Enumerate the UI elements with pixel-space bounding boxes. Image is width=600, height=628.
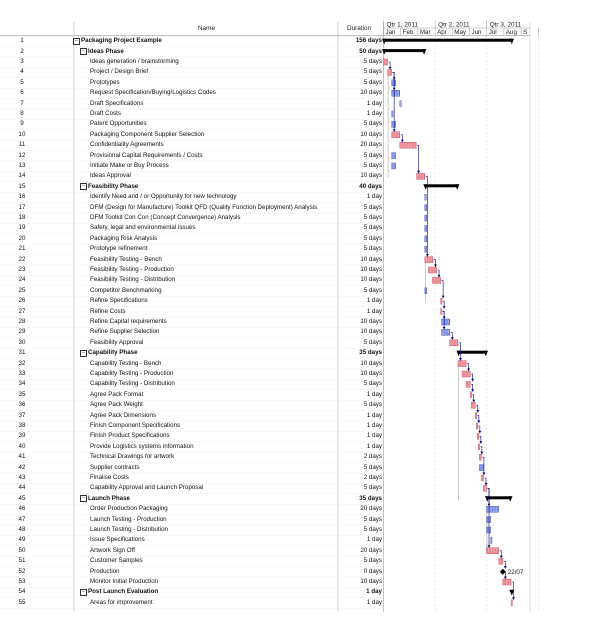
task-id: 55 — [18, 598, 26, 606]
task-duration: 5 days — [363, 58, 382, 65]
task-id: 2 — [20, 47, 24, 55]
dependency-arrow — [443, 327, 446, 330]
task-name: Technical Drawings for artwork — [90, 453, 175, 461]
task-id: 32 — [18, 359, 26, 367]
task-name: Ideas Approval — [90, 172, 131, 180]
task-id: 27 — [18, 307, 26, 315]
task-duration: 5 days — [363, 151, 382, 159]
dependency-arrow — [484, 483, 487, 486]
task-name: Ideas Phase — [88, 47, 124, 55]
task-id: 22 — [18, 255, 26, 263]
task-duration: 5 days — [363, 203, 382, 211]
task-duration: 1 day — [366, 432, 382, 440]
dependency-arrow — [476, 410, 479, 413]
task-duration: 10 days — [360, 578, 382, 585]
task-name: Feasibility Approval — [90, 338, 144, 346]
task-bar[interactable] — [470, 392, 471, 398]
task-name: Post Launch Evaluation — [88, 588, 159, 596]
task-name: Supplier contracts — [90, 463, 140, 471]
task-name: Packaging Project Example — [81, 37, 162, 45]
task-bar[interactable] — [388, 69, 392, 75]
task-duration: 5 days — [363, 401, 382, 409]
summary-bar[interactable] — [384, 49, 425, 52]
task-duration: 5 days — [363, 526, 382, 533]
dependency-arrow — [477, 421, 480, 424]
timescale-quarter: Qtr 2, 2011 — [438, 21, 470, 29]
task-name: DFM (Design for Manufacture) Toolkit QFD (Quality Function Deployment) Analysis — [90, 203, 318, 211]
task-id: 52 — [18, 567, 26, 575]
task-id: 20 — [18, 234, 26, 242]
dependency-arrow — [426, 254, 429, 257]
task-duration: 1 day — [366, 99, 382, 107]
task-duration: 50 days — [359, 47, 382, 55]
task-id: 16 — [18, 193, 26, 201]
task-name: Launch Testing - Production — [90, 515, 167, 523]
dependency-arrow — [393, 129, 396, 132]
task-duration: 10 days — [360, 318, 382, 325]
task-duration: 5 days — [363, 245, 382, 253]
task-id: 17 — [18, 203, 26, 211]
task-duration: 20 days — [360, 141, 382, 149]
task-id: 43 — [18, 474, 26, 481]
task-id: 21 — [18, 245, 26, 253]
task-id: 3 — [20, 58, 24, 65]
task-duration: 156 days — [355, 37, 382, 45]
task-duration: 1 day — [366, 422, 382, 429]
task-name: Feasibility Testing - Bench — [90, 255, 162, 263]
task-duration: 2 days — [363, 474, 382, 481]
task-name: Agree Pack Weight — [90, 401, 143, 409]
task-name: Confidentiality Agreements — [90, 141, 164, 149]
task-id: 25 — [18, 286, 26, 294]
task-bar[interactable] — [425, 215, 427, 221]
task-duration: 10 days — [360, 370, 382, 377]
task-id: 30 — [18, 338, 26, 346]
task-name: Safety, legal and environmental issues — [90, 224, 196, 232]
dependency-arrow — [504, 566, 507, 569]
task-name: Refine Capital requirements — [90, 318, 167, 325]
task-id: 50 — [18, 546, 26, 554]
task-id: 11 — [18, 141, 26, 149]
dependency-arrow — [401, 140, 404, 143]
task-bar[interactable] — [425, 246, 427, 252]
timescale-month: Aug — [505, 29, 517, 36]
dependency-arrow — [482, 473, 485, 476]
task-name: Finish Component Specifications — [90, 422, 181, 429]
task-duration: 20 days — [360, 505, 382, 513]
task-name: Capability Testing - Production — [90, 370, 174, 377]
task-name: Production — [90, 567, 120, 575]
task-bar[interactable] — [479, 454, 481, 460]
task-bar[interactable] — [481, 475, 483, 481]
task-id: 47 — [18, 515, 26, 523]
dependency-link — [417, 145, 419, 173]
task-name: Agree Pack Format — [90, 390, 144, 398]
task-bar[interactable] — [425, 225, 427, 231]
task-name: Order Production Packaging — [90, 505, 168, 513]
column-header-duration[interactable]: Duration — [347, 25, 372, 32]
task-name: Provide Logistics systems information — [90, 442, 194, 450]
dependency-arrow — [417, 171, 420, 174]
dependency-arrow — [479, 441, 482, 444]
task-name: Artwork Sign Off — [90, 546, 135, 554]
task-duration: 10 days — [360, 255, 382, 263]
task-id: 37 — [18, 411, 26, 419]
task-name: Monitor Initial Production — [90, 578, 159, 585]
dependency-arrow — [472, 400, 475, 403]
summary-bar[interactable] — [384, 39, 513, 42]
task-id: 5 — [20, 78, 24, 86]
task-name: Competitor Benchmarking — [90, 286, 162, 294]
task-name: Finalise Costs — [90, 474, 129, 481]
task-name: Feasibility Phase — [88, 182, 139, 190]
dependency-link — [442, 280, 444, 298]
task-name: Refine Supplier Selection — [90, 328, 160, 336]
task-name: DFM Toolkit Con Con (Concept Convergence) Analysis — [90, 214, 241, 221]
task-name: Feasibility Testing - Production — [90, 266, 174, 273]
task-id: 38 — [18, 422, 26, 429]
task-id: 26 — [18, 297, 26, 305]
task-duration: 5 days — [363, 484, 382, 492]
task-id: 39 — [18, 432, 26, 440]
task-duration: 1 day — [366, 411, 382, 419]
task-bar[interactable] — [466, 381, 470, 387]
task-duration: 10 days — [360, 359, 382, 367]
dependency-arrow — [467, 369, 470, 372]
task-name: Packaging Component Supplier Selection — [90, 130, 205, 138]
dependency-arrow — [504, 577, 507, 580]
task-duration: 10 days — [360, 89, 382, 97]
task-id: 1 — [20, 37, 24, 45]
task-id: 44 — [18, 484, 26, 492]
task-id: 12 — [18, 151, 26, 159]
task-bar[interactable] — [479, 465, 483, 471]
timescale-month: Jan — [385, 29, 396, 36]
task-duration: 35 days — [359, 349, 382, 357]
timescale-month: Feb — [402, 29, 414, 36]
task-name: Capability Phase — [88, 349, 138, 357]
collapse-toggle-icon[interactable]: − — [80, 350, 87, 357]
task-name: Ideas generation / brainstorming — [90, 58, 179, 65]
task-id: 31 — [18, 349, 26, 357]
task-bar[interactable] — [392, 163, 396, 169]
task-name: Draft Specifications — [90, 99, 144, 107]
task-duration: 5 days — [363, 463, 382, 471]
task-name: Packaging Risk Analysis — [90, 234, 158, 242]
task-bar[interactable] — [441, 298, 442, 304]
task-id: 23 — [18, 266, 26, 273]
task-duration: 0 days — [363, 567, 382, 575]
task-bar[interactable] — [425, 205, 427, 211]
task-name: Refine Specifications — [90, 297, 148, 305]
task-bar[interactable] — [478, 444, 479, 450]
task-duration: 1 day — [366, 598, 382, 606]
task-duration: 5 days — [363, 120, 382, 128]
task-name: Customer Samples — [90, 557, 143, 565]
task-name: Capability Testing - Distribution — [90, 380, 175, 388]
task-duration: 1 day — [366, 110, 382, 117]
task-name: Issue Specifications — [90, 536, 145, 544]
dependency-arrow — [443, 306, 446, 309]
task-id: 35 — [18, 390, 26, 398]
task-id: 10 — [18, 130, 26, 138]
task-id: 14 — [18, 172, 26, 180]
task-name: Prototype refinement — [90, 245, 148, 253]
timescale-quarter: Qtr 3, 2011 — [489, 21, 522, 29]
task-id: 29 — [18, 328, 26, 336]
task-bar[interactable] — [483, 485, 486, 491]
task-name: Project / Design Brief — [90, 68, 149, 76]
task-bar[interactable] — [392, 153, 396, 159]
timescale-month: Jul — [488, 29, 497, 36]
timescale-month: S — [523, 29, 528, 36]
dependency-arrow — [434, 265, 437, 268]
dependency-arrow — [512, 597, 515, 600]
dependency-arrow — [438, 275, 441, 278]
dependency-arrow — [389, 67, 392, 70]
task-id: 4 — [20, 68, 24, 76]
task-duration: 5 days — [363, 68, 382, 76]
task-name: Draft Costs — [90, 110, 121, 117]
task-name: Areas for improvement — [90, 598, 153, 606]
timescale-month: Apr — [437, 29, 447, 36]
task-id: 53 — [18, 578, 26, 585]
collapse-toggle-icon[interactable]: − — [73, 38, 80, 45]
dependency-arrow — [488, 545, 491, 548]
task-duration: 5 days — [363, 224, 382, 232]
task-name: Refine Costs — [90, 307, 126, 315]
milestone-label: 22/07 — [507, 568, 524, 576]
collapse-toggle-icon[interactable]: − — [80, 495, 87, 502]
task-duration: 5 days — [363, 234, 382, 242]
task-duration: 40 days — [359, 182, 382, 190]
task-id: 33 — [18, 370, 26, 377]
task-name: Identify Need and / or Opportunity for new technology — [90, 193, 237, 201]
task-duration: 1 day — [366, 588, 382, 596]
timescale-month: Jun — [471, 29, 482, 36]
task-name: Patent Opportunities — [90, 120, 147, 128]
collapse-toggle-icon[interactable]: − — [80, 48, 87, 55]
task-id: 6 — [20, 89, 24, 97]
task-name: Launch Testing - Distribution — [90, 526, 168, 533]
collapse-toggle-icon[interactable]: − — [80, 589, 87, 596]
task-bar[interactable] — [392, 121, 396, 127]
task-name: Feasibility Testing - Distribution — [90, 276, 176, 284]
task-id: 24 — [18, 276, 26, 284]
summary-bar[interactable] — [425, 184, 458, 187]
task-name: Provisional Capital Requirements / Costs — [90, 151, 203, 159]
task-duration: 1 day — [366, 297, 382, 305]
task-id: 36 — [18, 401, 26, 409]
task-duration: 10 days — [360, 172, 382, 180]
task-duration: 1 day — [366, 442, 382, 450]
task-id: 48 — [18, 526, 26, 533]
task-duration: 5 days — [363, 515, 382, 523]
timescale-month: Mar — [419, 29, 431, 36]
task-id: 7 — [20, 99, 24, 107]
dependency-arrow — [478, 431, 481, 434]
task-duration: 10 days — [360, 130, 382, 138]
task-id: 15 — [18, 182, 26, 190]
task-name: Capability Testing - Bench — [90, 359, 162, 367]
task-bar[interactable] — [425, 194, 426, 200]
task-name: Request Specification/Buying/Logistics Codes — [90, 89, 216, 97]
task-id: 19 — [18, 224, 26, 232]
task-duration: 5 days — [363, 286, 382, 294]
summary-bar[interactable] — [487, 496, 511, 499]
task-bar[interactable] — [499, 558, 503, 564]
task-bar[interactable] — [400, 101, 401, 107]
task-id: 13 — [18, 162, 26, 169]
task-duration: 5 days — [363, 380, 382, 388]
dependency-arrow — [471, 389, 474, 392]
timescale-month: May — [454, 29, 467, 36]
task-name: Initiate Make or Buy Process — [90, 162, 169, 169]
task-bar[interactable] — [392, 111, 393, 117]
task-duration: 2 days — [363, 453, 382, 461]
task-duration: 10 days — [360, 328, 382, 336]
dependency-arrow — [451, 337, 454, 340]
dependency-arrow — [471, 379, 474, 382]
task-id: 34 — [18, 380, 26, 388]
task-bar[interactable] — [511, 600, 512, 606]
task-id: 45 — [18, 494, 26, 502]
task-duration: 5 days — [363, 78, 382, 86]
task-duration: 10 days — [360, 266, 382, 273]
task-id: 18 — [18, 214, 26, 221]
task-duration: 5 days — [363, 557, 382, 565]
task-bar[interactable] — [476, 423, 477, 429]
task-id: 40 — [18, 442, 26, 450]
task-id: 51 — [18, 557, 26, 565]
column-header-name[interactable]: Name — [198, 25, 216, 32]
task-id: 8 — [20, 110, 24, 117]
task-duration: 10 days — [360, 276, 382, 284]
task-duration: 1 day — [366, 193, 382, 201]
task-bar[interactable] — [477, 433, 478, 439]
task-name: Finish Product Specifications — [90, 432, 170, 440]
task-duration: 5 days — [363, 214, 382, 221]
task-name: Launch Phase — [88, 494, 130, 502]
dependency-arrow — [500, 556, 503, 559]
summary-bar[interactable] — [458, 351, 487, 354]
task-duration: 5 days — [363, 338, 382, 346]
task-duration: 35 days — [359, 494, 382, 502]
dependency-arrow — [459, 358, 462, 361]
task-id: 49 — [18, 536, 26, 544]
task-bar[interactable] — [491, 537, 492, 543]
task-bar[interactable] — [425, 236, 427, 242]
dependency-arrow — [442, 296, 445, 299]
task-bar[interactable] — [384, 59, 388, 65]
collapse-toggle-icon[interactable]: − — [80, 183, 87, 190]
task-duration: 5 days — [363, 162, 382, 169]
task-id: 41 — [18, 453, 26, 461]
task-id: 9 — [20, 120, 24, 128]
task-id: 46 — [18, 505, 26, 513]
task-duration: 1 day — [366, 307, 382, 315]
task-bar[interactable] — [441, 309, 442, 315]
task-duration: 1 day — [366, 536, 382, 544]
task-id: 42 — [18, 463, 26, 471]
task-duration: 20 days — [360, 546, 382, 554]
task-name: Prototypes — [90, 78, 120, 86]
task-bar[interactable] — [400, 142, 416, 148]
task-id: 54 — [18, 588, 26, 596]
timescale-quarter: Qtr 1, 2011 — [386, 21, 418, 29]
dependency-arrow — [480, 452, 483, 455]
task-bar[interactable] — [475, 413, 476, 419]
task-bar[interactable] — [471, 402, 475, 408]
task-bar[interactable] — [392, 80, 396, 86]
task-id: 28 — [18, 318, 26, 325]
task-name: Capability Approval and Launch Proposal — [90, 484, 204, 492]
task-name: Agree Pack Dimensions — [90, 411, 157, 419]
task-duration: 1 day — [366, 390, 382, 398]
